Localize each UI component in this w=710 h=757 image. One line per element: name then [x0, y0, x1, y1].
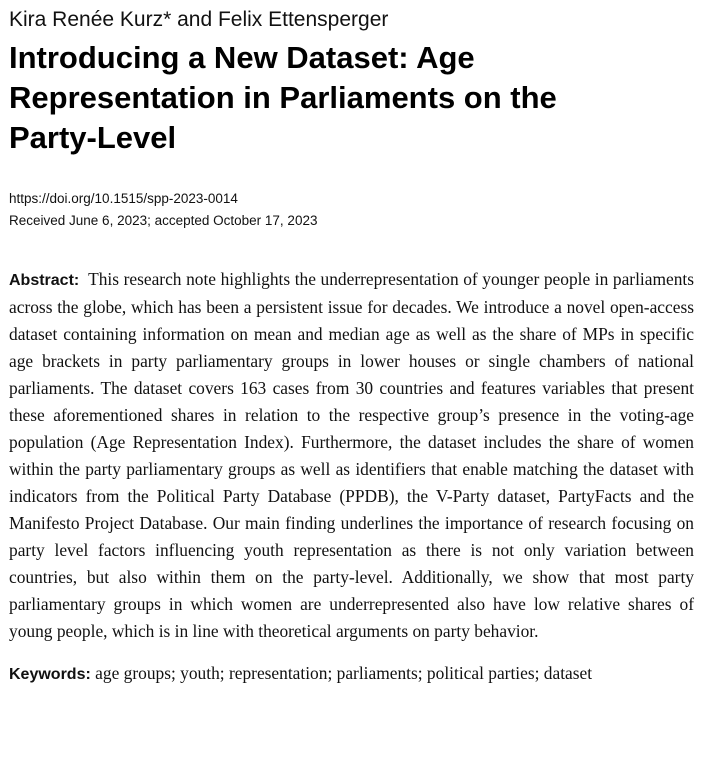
keywords: [9, 660, 694, 688]
title-line-2: Representation in Parliaments on the: [9, 80, 557, 115]
paper-title: [9, 38, 694, 158]
title-line-3: Party-Level: [9, 120, 177, 155]
author-line: Kira Renée Kurz* and Felix Ettensperger: [9, 8, 389, 31]
abstract-label: Abstract:: [9, 272, 80, 289]
abstract: [9, 266, 694, 645]
received-date: Received June 6, 2023; accepted October 17, 2023: [9, 213, 318, 228]
paper-header: [9, 6, 694, 688]
keywords-label: Keywords:: [9, 666, 91, 683]
abstract-text: This research note highlights the underrepresentation of younger people in parliaments across the globe, which has been a persistent issue for decades. We introduce a novel open-access dataset containing information on mean and median age as well as the share of MPs in specific age brackets in party parliamentary groups in lower houses or single chambers of national parliaments. The dataset covers 163 cases from 30 countries and features variables that present these aforementioned shares in relation to the respective group’s presence in the voting-age population (Age Representation Index). Furthermore, the dataset includes the share of women within the party parliamentary groups as well as identifiers that enable matching the dataset with indicators from the Political Party Database (PPDB), the V-Party dataset, PartyFacts and the Manifesto Project Database. Our main finding underlines the importance of research focusing on party level factors influencing youth representation as there is not only variation between countries, but also within them on the party-level. Additionally, we show that most party parliamentary groups in which women are underrepresented also have low relative shares of young people, which is in line with theoretical arguments on party behavior.: [9, 269, 694, 641]
title-line-1: Introducing a New Dataset: Age: [9, 40, 475, 75]
article-meta: [9, 188, 694, 232]
doi-link[interactable]: https://doi.org/10.1515/spp-2023-0014: [9, 191, 238, 206]
keywords-text: age groups; youth; representation; parliaments; political parties; dataset: [95, 663, 593, 683]
